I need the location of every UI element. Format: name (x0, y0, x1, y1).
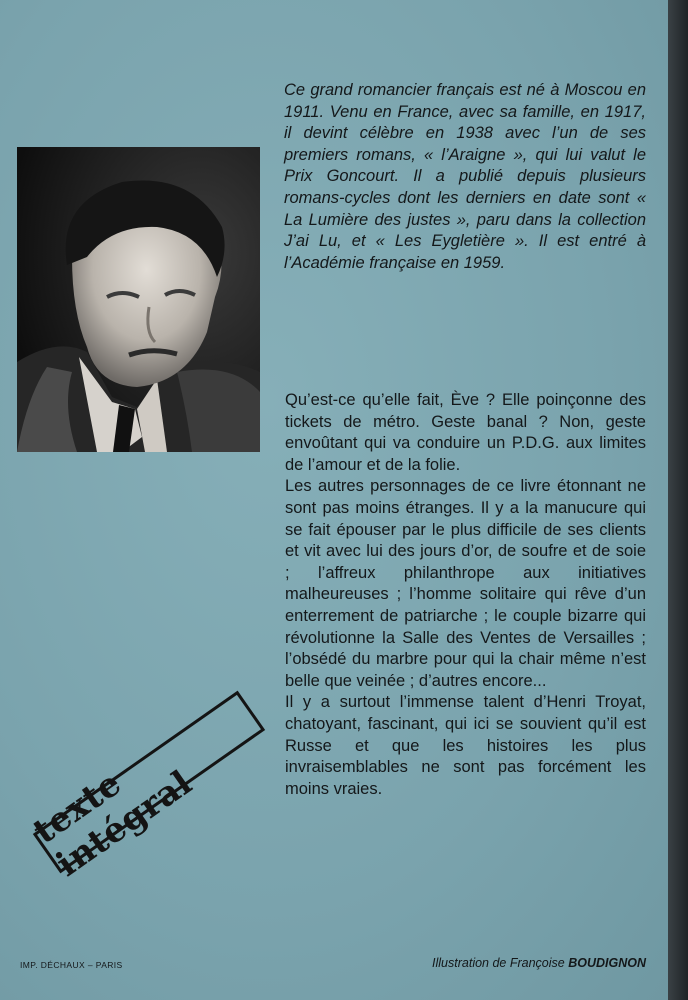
author-bio-text: Ce grand romancier français est né à Moscou en 1911. Venu en France, avec sa famille, en 1917, il devint célèbre en 1938 avec l’un de ses premiers romans, « l’Araigne », qui lui valut le Prix Goncourt. Il a publié depuis plusieurs romans-cycles dont les derniers en date sont « La Lumière des justes », paru dans la collection J’ai Lu, et « Les Eygletière ». Il est entré à l’Académie française en 1959. (284, 81, 646, 272)
credit-name: BOUDIGNON (568, 956, 646, 970)
author-bio (284, 80, 646, 274)
book-spine-edge (668, 0, 688, 1000)
illustration-credit (370, 956, 646, 970)
credit-lead: Illustration de Françoise (432, 956, 565, 970)
author-portrait-image (17, 147, 260, 452)
printer-imprint: IMP. DÉCHAUX – PARIS (20, 960, 123, 970)
blurb-paragraph: Qu’est-ce qu’elle fait, Ève ? Elle poinçonne des tickets de métro. Geste banal ? Non, geste envoûtant qui va conduire un P.D.G. aux limites de l’amour et de la folie. (285, 391, 646, 474)
author-photo (17, 147, 260, 452)
blurb-paragraph: Il y a surtout l’immense talent d’Henri Troyat, chatoyant, fascinant, qui ici se souvient qu’il est Russe et que les histoires les plus invraisemblables ne sont pas forcément les moins vraies. (285, 693, 646, 798)
book-blurb (285, 390, 646, 800)
texte-integral-stamp: texte intégral (33, 691, 265, 874)
blurb-paragraph: Les autres personnages de ce livre étonnant ne sont pas moins étranges. Il y a la manucure qui se fait épouser par le plus difficile de ses clients et vit avec lui des jours d’or, de soufre et de soie ; l’affreux philanthrope aux initiatives malheureuses ; l’homme solitaire qui rêve d’un enterrement de patriarche ; le couple bizarre qui révolutionne la Salle des Ventes de Versailles ; l’obsédé du marbre pour qui la chair même n’est belle que veinée ; d’autres encore... (285, 477, 646, 690)
